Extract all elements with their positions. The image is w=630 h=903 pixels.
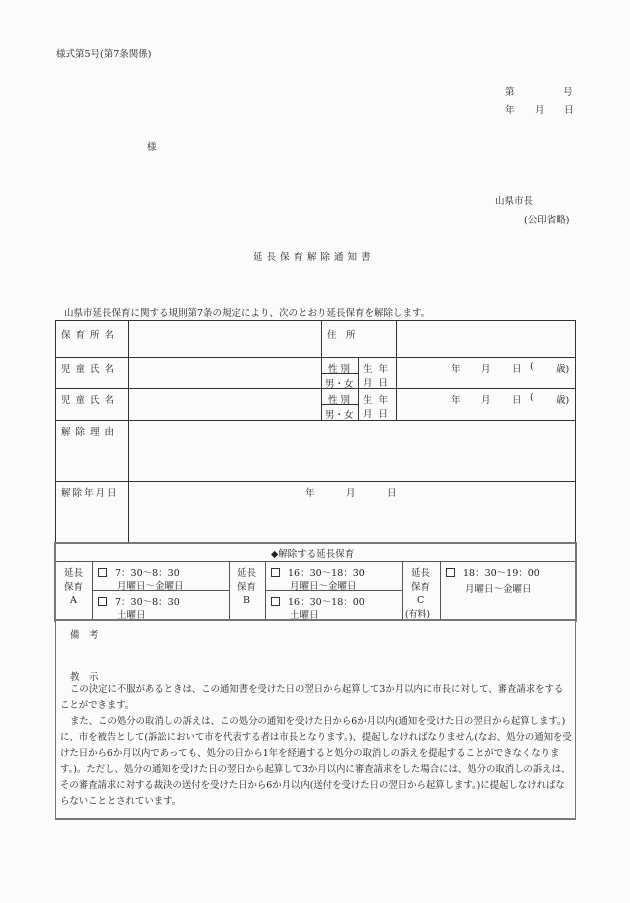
birth-label-bottom: 月日 bbox=[363, 409, 395, 420]
birth-month: 月 bbox=[481, 364, 491, 375]
child-name-field[interactable] bbox=[129, 389, 321, 420]
group-label-letter: B bbox=[243, 595, 250, 606]
instruction-paragraph-2: また、この処分の取消しの訴えは、この処分の通知を受けた日から6か月以内(通知を受けた日の翌日から起算します。)に、市を被告として(訴訟において市を代表する者は市長となります。)、提起しなければなりません(なお、処分の通知を受けた日から6か月以内であっても、処分の日から1年を経過すると処分の取消しの訴えを提起することができなくなります。)。ただし、処分の通知を受けた日の翌日から起算して3か月以内に審査請求をした場合には、処分の取消しの訴えは、その審査請求に対する裁決の送付を受けた日から6か月以内(送付を受けた日の翌日から起算します。)に提起しなければならないこととされています。 bbox=[60, 716, 572, 807]
checkbox-icon[interactable] bbox=[98, 597, 107, 606]
document-title: 延長保育解除通知書 bbox=[253, 252, 375, 263]
instruction-label: 教 示 bbox=[70, 672, 99, 683]
group-label-line1: 延長 bbox=[411, 568, 431, 579]
child-name-label: 児童氏名 bbox=[61, 395, 120, 406]
option-time: 7：30～8：30 bbox=[115, 568, 180, 579]
group-label-line1: 延長 bbox=[237, 568, 257, 579]
gender-options[interactable]: 男・女 bbox=[325, 379, 354, 390]
group-label-line2: 保育 bbox=[411, 582, 431, 593]
birth-year: 年 bbox=[451, 395, 461, 406]
child-name-field[interactable] bbox=[129, 358, 321, 388]
option-time: 7：30～8：30 bbox=[115, 597, 180, 608]
form-number: 様式第5号(第7条関係) bbox=[56, 49, 152, 60]
gender-label: 性別 bbox=[328, 364, 354, 375]
birth-label-top: 生年 bbox=[363, 364, 395, 375]
birth-year: 年 bbox=[451, 364, 461, 375]
address-label: 住 所 bbox=[327, 330, 356, 341]
doc-number-prefix: 第 bbox=[505, 87, 515, 98]
instruction-paragraph-1: この決定に不服があるときは、この通知書を受けた日の翌日から起算して3か月以内に市長に対して、審査請求をすることができます。 bbox=[60, 684, 564, 711]
cancel-date-day: 日 bbox=[387, 488, 397, 499]
extension-header: ◆解除する延長保育 bbox=[271, 549, 355, 560]
cancel-date-year: 年 bbox=[305, 488, 315, 499]
age-open: ( bbox=[530, 392, 534, 403]
option-b-saturday[interactable] bbox=[271, 594, 365, 608]
group-label-fee-note: (有料) bbox=[405, 610, 431, 620]
age-close: 歳) bbox=[556, 364, 570, 375]
group-label-line2: 保育 bbox=[237, 582, 257, 593]
birth-label-top: 生年 bbox=[363, 395, 395, 406]
intro-text: 山県市延長保育に関する規則第7条の規定により、次のとおり延長保育を解除します。 bbox=[64, 308, 431, 319]
date-year: 年 bbox=[505, 105, 515, 116]
date-month: 月 bbox=[535, 105, 545, 116]
birth-day: 日 bbox=[512, 395, 522, 406]
cancel-date-label: 解除年月日 bbox=[61, 488, 119, 499]
remarks-label: 備 考 bbox=[70, 630, 99, 641]
option-time: 16：30～18：00 bbox=[288, 597, 365, 608]
checkbox-icon[interactable] bbox=[446, 568, 455, 577]
date-day: 日 bbox=[564, 105, 574, 116]
option-a-saturday[interactable] bbox=[98, 594, 180, 608]
issuer-name: 山県市長 bbox=[495, 196, 534, 207]
age-close: 歳) bbox=[556, 395, 570, 406]
option-c-weekday[interactable] bbox=[446, 565, 540, 579]
group-label-letter: C bbox=[417, 595, 425, 606]
doc-number-suffix: 号 bbox=[563, 87, 573, 98]
birth-label-bottom: 月日 bbox=[363, 378, 395, 389]
group-label-letter: A bbox=[70, 595, 77, 606]
option-b-weekday[interactable] bbox=[271, 565, 365, 579]
gender-options[interactable]: 男・女 bbox=[325, 410, 354, 421]
option-days: 月曜日～金曜日 bbox=[117, 581, 184, 592]
facility-name-field[interactable] bbox=[129, 321, 321, 357]
option-days: 月曜日～金曜日 bbox=[465, 584, 532, 595]
reason-label: 解除理由 bbox=[61, 427, 120, 438]
addressee-suffix: 様 bbox=[147, 142, 157, 153]
option-days: 土曜日 bbox=[290, 610, 319, 621]
option-time: 16：30～18：30 bbox=[288, 568, 365, 579]
child-name-label: 児童氏名 bbox=[61, 364, 120, 375]
reason-field[interactable] bbox=[129, 421, 575, 481]
age-open: ( bbox=[530, 361, 534, 372]
birth-month: 月 bbox=[481, 395, 491, 406]
seal-omitted: (公印省略) bbox=[524, 215, 570, 226]
cancel-date-month: 月 bbox=[346, 488, 356, 499]
option-days: 土曜日 bbox=[117, 610, 146, 621]
address-field[interactable] bbox=[397, 321, 575, 357]
checkbox-icon[interactable] bbox=[271, 597, 280, 606]
checkbox-icon[interactable] bbox=[271, 568, 280, 577]
group-label-line1: 延長 bbox=[64, 568, 84, 579]
option-a-weekday[interactable] bbox=[98, 565, 180, 579]
birth-day: 日 bbox=[512, 364, 522, 375]
checkbox-icon[interactable] bbox=[98, 568, 107, 577]
option-time: 18：30～19：00 bbox=[463, 568, 540, 579]
option-days: 月曜日～金曜日 bbox=[290, 581, 357, 592]
gender-label: 性別 bbox=[328, 395, 354, 406]
facility-name-label: 保育所名 bbox=[61, 330, 120, 341]
group-label-line2: 保育 bbox=[64, 582, 84, 593]
